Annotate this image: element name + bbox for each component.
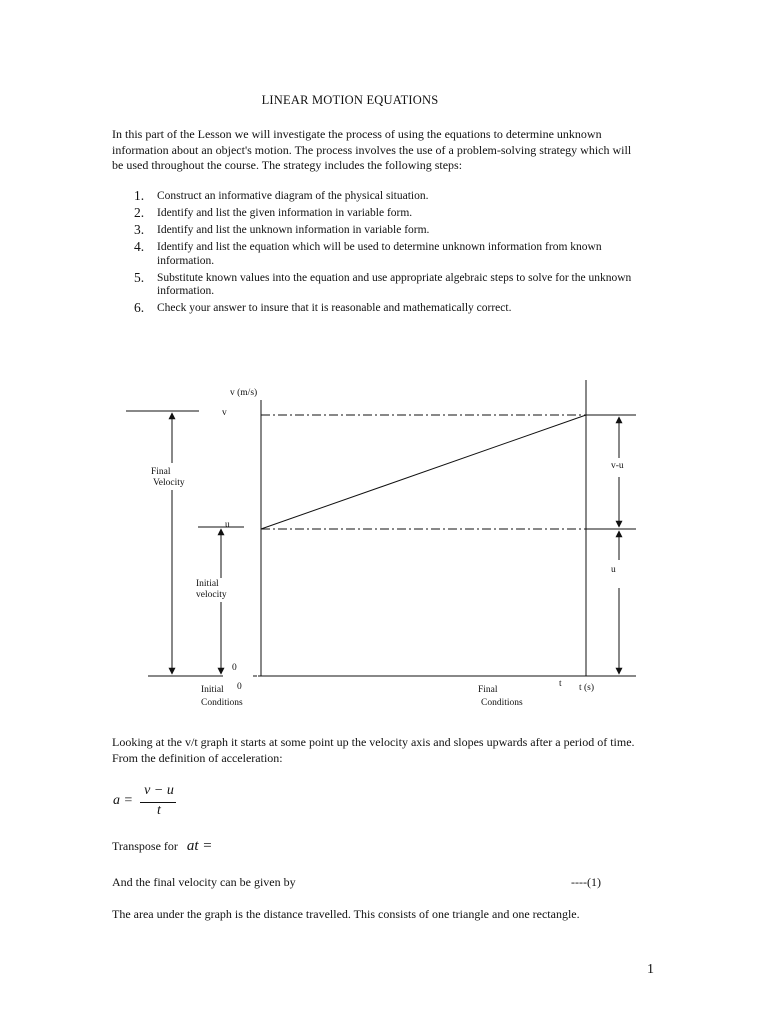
step-text: Check your answer to insure that it is reasonable and mathematically correct. [157,302,512,315]
page-title: LINEAR MOTION EQUATIONS [261,93,439,107]
step-number: 5. [134,269,145,285]
v-minus-u-label: v-u [611,461,624,471]
page-number: 1 [647,962,654,977]
v-label: v [222,408,227,418]
area-paragraph: The area under the graph is the distance travelled. This consists of one triangle and one rectangle. [112,907,580,921]
velocity-line [261,415,586,529]
zero-x-label: 0 [237,682,242,692]
t-label: t [559,679,562,689]
x-axis-label: t (s) [579,683,595,693]
initial-conditions-label-line2: Conditions [201,698,243,708]
step-text: Identify and list the unknown information in variable form. [157,224,430,237]
final-velocity-label-line2: Velocity [153,478,185,488]
zero-y-label: 0 [232,663,237,673]
final-velocity-text: And the final velocity can be given by [112,875,296,889]
step-number: 6. [134,300,145,316]
step-number: 3. [134,222,145,238]
right-u-label: u [611,565,616,575]
step-number: 1. [134,188,145,203]
acceleration-equation [113,783,183,823]
transpose-text: Transpose for [112,839,178,853]
step-number: 2. [134,205,145,221]
initial-conditions-label-line1: Initial [201,685,224,695]
final-conditions-label-line1: Final [478,685,498,695]
y-axis-label: v (m/s) [230,388,258,398]
step-text: Construct an informative diagram of the physical situation. [157,190,429,202]
intro-paragraph: In this part of the Lesson we will investigate the process of using the equations to determine unknown information about an object's motion. The process involves the use of a problem-solving strategy which will be used throughout the course. The strategy includes the following steps: [112,127,632,172]
initial-velocity-label-line2: velocity [196,590,227,600]
step-text: Identify and list the given information in variable form. [157,207,413,220]
final-conditions-label-line2: Conditions [481,698,523,708]
equation-numerator: v − u [144,783,174,798]
initial-velocity-label-line1: Initial [196,579,219,589]
vt-graph-paragraph: Looking at the v/t graph it starts at some point up the velocity axis and slopes upwards after a period of time. From the definition of acceleration: [112,735,635,765]
transpose-line [112,838,212,855]
step-number: 4. [134,239,145,255]
equation-lhs: a = [113,793,133,808]
step-text: Substitute known values into the equation and use appropriate algebraic steps to solve for the unknown information. [157,271,632,298]
u-label: u [225,520,230,530]
final-velocity-label-line1: Final [151,467,171,477]
step-text: Identify and list the equation which will be used to determine unknown information from known information. [157,241,602,267]
transpose-expression: at = [186,838,213,854]
equation-reference: ----(1) [571,875,601,889]
equation-denominator: t [157,803,161,818]
